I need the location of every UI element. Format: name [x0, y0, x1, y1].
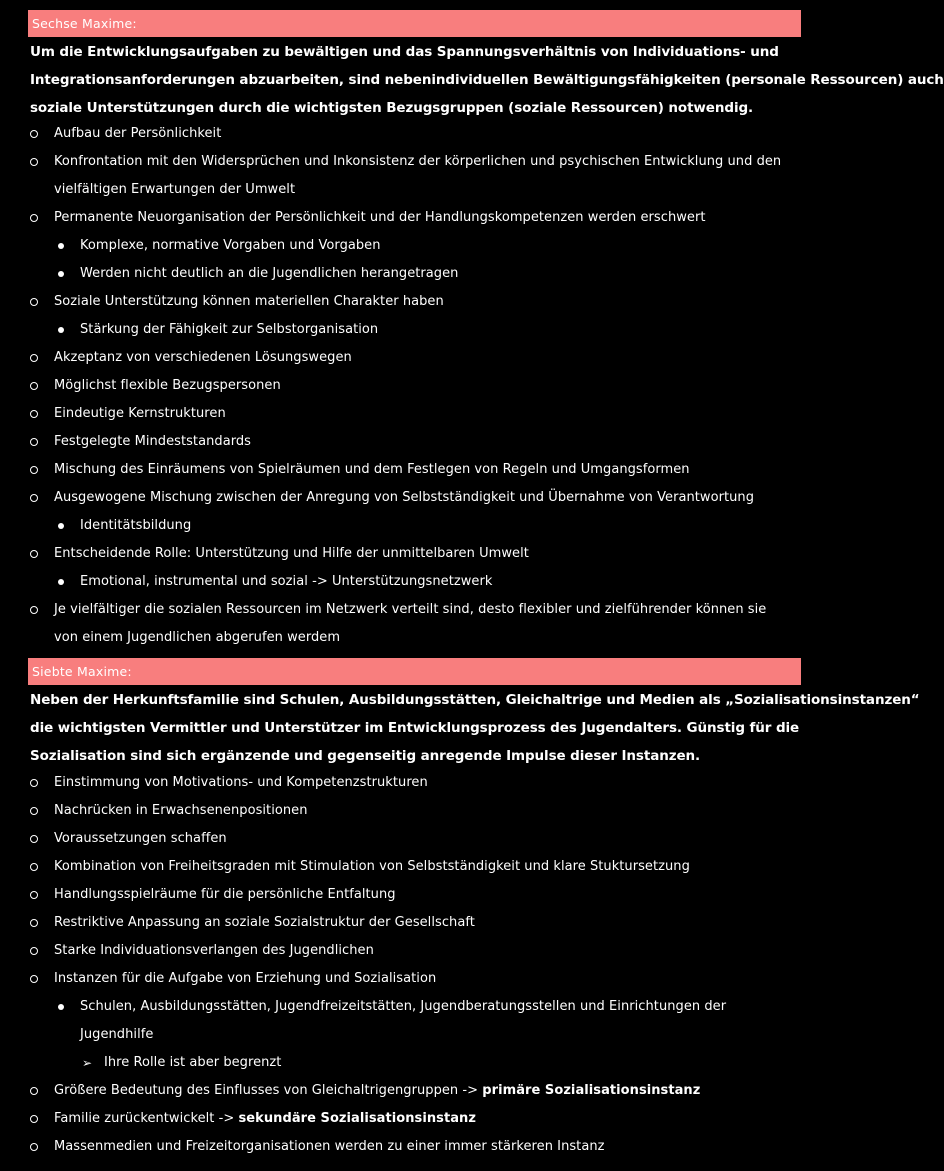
- list-item: Soziale Unterstützung können materiellen Charakter haben: [54, 294, 444, 309]
- hollow-circle-bullet-icon: [30, 354, 38, 362]
- hollow-circle-bullet-icon: [30, 919, 38, 927]
- filled-dot-bullet-icon: [58, 579, 64, 585]
- list-item: Festgelegte Mindeststandards: [54, 434, 251, 449]
- list-item: Permanente Neuorganisation der Persönlichkeit und der Handlungskompetenzen werden erschwert: [54, 210, 706, 225]
- section-7-intro: [30, 686, 920, 770]
- sub-list-item: Werden nicht deutlich an die Jugendlichen herangetragen: [80, 266, 459, 281]
- sub-list-item: Komplexe, normative Vorgaben und Vorgaben: [80, 238, 381, 253]
- hollow-circle-bullet-icon: [30, 466, 38, 474]
- intro-line: Integrationsanforderungen abzuarbeiten, sind nebenindividuellen Bewältigungsfähigkeiten (personale Ressourcen) auch: [30, 72, 944, 88]
- intro-line: die wichtigsten Vermittler und Unterstützer im Entwicklungsprozess des Jugendalters. Günstig für die: [30, 720, 800, 736]
- intro-line: Sozialisation sind sich ergänzende und gegenseitig anregende Impulse dieser Instanzen.: [30, 748, 701, 764]
- filled-dot-bullet-icon: [58, 523, 64, 529]
- list-item: Mischung des Einräumens von Spielräumen und dem Festlegen von Regeln und Umgangsformen: [54, 462, 690, 477]
- hollow-circle-bullet-icon: [30, 382, 38, 390]
- list-item: Akzeptanz von verschiedenen Lösungswegen: [54, 350, 352, 365]
- arrowhead-bullet-icon: ➢: [82, 1056, 93, 1070]
- sub-list-item-continuation: Jugendhilfe: [80, 1027, 154, 1042]
- hollow-circle-bullet-icon: [30, 1087, 38, 1095]
- list-item: Entscheidende Rolle: Unterstützung und Hilfe der unmittelbaren Umwelt: [54, 546, 529, 561]
- list-item: Restriktive Anpassung an soziale Sozialstruktur der Gesellschaft: [54, 915, 475, 930]
- hollow-circle-bullet-icon: [30, 947, 38, 955]
- hollow-circle-bullet-icon: [30, 835, 38, 843]
- list-item: Möglichst flexible Bezugspersonen: [54, 378, 281, 393]
- list-item: Konfrontation mit den Widersprüchen und Inkonsistenz der körperlichen und psychischen Entwicklung und den: [54, 154, 782, 169]
- sub-list-item: Emotional, instrumental und sozial -> Unterstützungsnetzwerk: [80, 574, 493, 589]
- filled-dot-bullet-icon: [58, 271, 64, 277]
- list-item-continuation: von einem Jugendlichen abgerufen werdem: [54, 630, 341, 645]
- hollow-circle-bullet-icon: [30, 214, 38, 222]
- hollow-circle-bullet-icon: [30, 891, 38, 899]
- intro-line: Um die Entwicklungsaufgaben zu bewältigen und das Spannungsverhältnis von Individuations- und: [30, 44, 779, 60]
- filled-dot-bullet-icon: [58, 1004, 64, 1010]
- filled-dot-bullet-icon: [58, 327, 64, 333]
- list-item-text: Größere Bedeutung des Einflusses von Gleichaltrigengruppen ->: [54, 1083, 483, 1098]
- list-item: Instanzen für die Aufgabe von Erziehung und Sozialisation: [54, 971, 437, 986]
- list-item-text: Familie zurückentwickelt ->: [54, 1111, 239, 1126]
- intro-line: soziale Unterstützungen durch die wichtigsten Bezugsgruppen (soziale Ressourcen) notwendig.: [30, 100, 754, 116]
- hollow-circle-bullet-icon: [30, 1115, 38, 1123]
- hollow-circle-bullet-icon: [30, 130, 38, 138]
- hollow-circle-bullet-icon: [30, 158, 38, 166]
- sub-list-item: Identitätsbildung: [80, 518, 192, 533]
- emphasis-text: primäre Sozialisationsinstanz: [482, 1083, 701, 1098]
- hollow-circle-bullet-icon: [30, 298, 38, 306]
- list-item: Einstimmung von Motivations- und Kompetenzstrukturen: [54, 775, 428, 790]
- hollow-circle-bullet-icon: [30, 779, 38, 787]
- hollow-circle-bullet-icon: [30, 863, 38, 871]
- list-item: Je vielfältiger die sozialen Ressourcen im Netzwerk verteilt sind, desto flexibler und zielführender können sie: [54, 602, 767, 617]
- list-item: Handlungsspielräume für die persönliche Entfaltung: [54, 887, 396, 902]
- list-item: Starke Individuationsverlangen des Jugendlichen: [54, 943, 374, 958]
- list-item: Kombination von Freiheitsgraden mit Stimulation von Selbstständigkeit und klare Stuktursetzung: [54, 859, 690, 874]
- list-item: [54, 1077, 700, 1105]
- hollow-circle-bullet-icon: [30, 438, 38, 446]
- list-item: Aufbau der Persönlichkeit: [54, 126, 222, 141]
- intro-line: Neben der Herkunftsfamilie sind Schulen, Ausbildungsstätten, Gleichaltrige und Medien als „Sozialisationsinstanzen“: [30, 692, 920, 708]
- emphasis-text: sekundäre Sozialisationsinstanz: [238, 1111, 476, 1126]
- list-item: Voraussetzungen schaffen: [54, 831, 227, 846]
- section-6-header: Sechse Maxime:: [28, 10, 801, 37]
- hollow-circle-bullet-icon: [30, 1143, 38, 1151]
- list-item: Massenmedien und Freizeitorganisationen werden zu einer immer stärkeren Instanz: [54, 1139, 605, 1154]
- sub-list-item: Stärkung der Fähigkeit zur Selbstorganisation: [80, 322, 379, 337]
- hollow-circle-bullet-icon: [30, 975, 38, 983]
- list-item: Ausgewogene Mischung zwischen der Anregung von Selbstständigkeit und Übernahme von Verantwortung: [54, 490, 755, 505]
- list-item: [54, 1105, 476, 1133]
- section-7-header: Siebte Maxime:: [28, 658, 801, 685]
- section-6-intro: [30, 38, 944, 122]
- hollow-circle-bullet-icon: [30, 606, 38, 614]
- list-item: Nachrücken in Erwachsenenpositionen: [54, 803, 308, 818]
- filled-dot-bullet-icon: [58, 243, 64, 249]
- hollow-circle-bullet-icon: [30, 410, 38, 418]
- hollow-circle-bullet-icon: [30, 807, 38, 815]
- list-item: Eindeutige Kernstrukturen: [54, 406, 226, 421]
- sub-list-item: Schulen, Ausbildungsstätten, Jugendfreizeitstätten, Jugendberatungsstellen und Einrichtungen der: [80, 999, 727, 1014]
- sub-sub-list-item: Ihre Rolle ist aber begrenzt: [104, 1055, 282, 1070]
- hollow-circle-bullet-icon: [30, 550, 38, 558]
- list-item-continuation: vielfältigen Erwartungen der Umwelt: [54, 182, 296, 197]
- hollow-circle-bullet-icon: [30, 494, 38, 502]
